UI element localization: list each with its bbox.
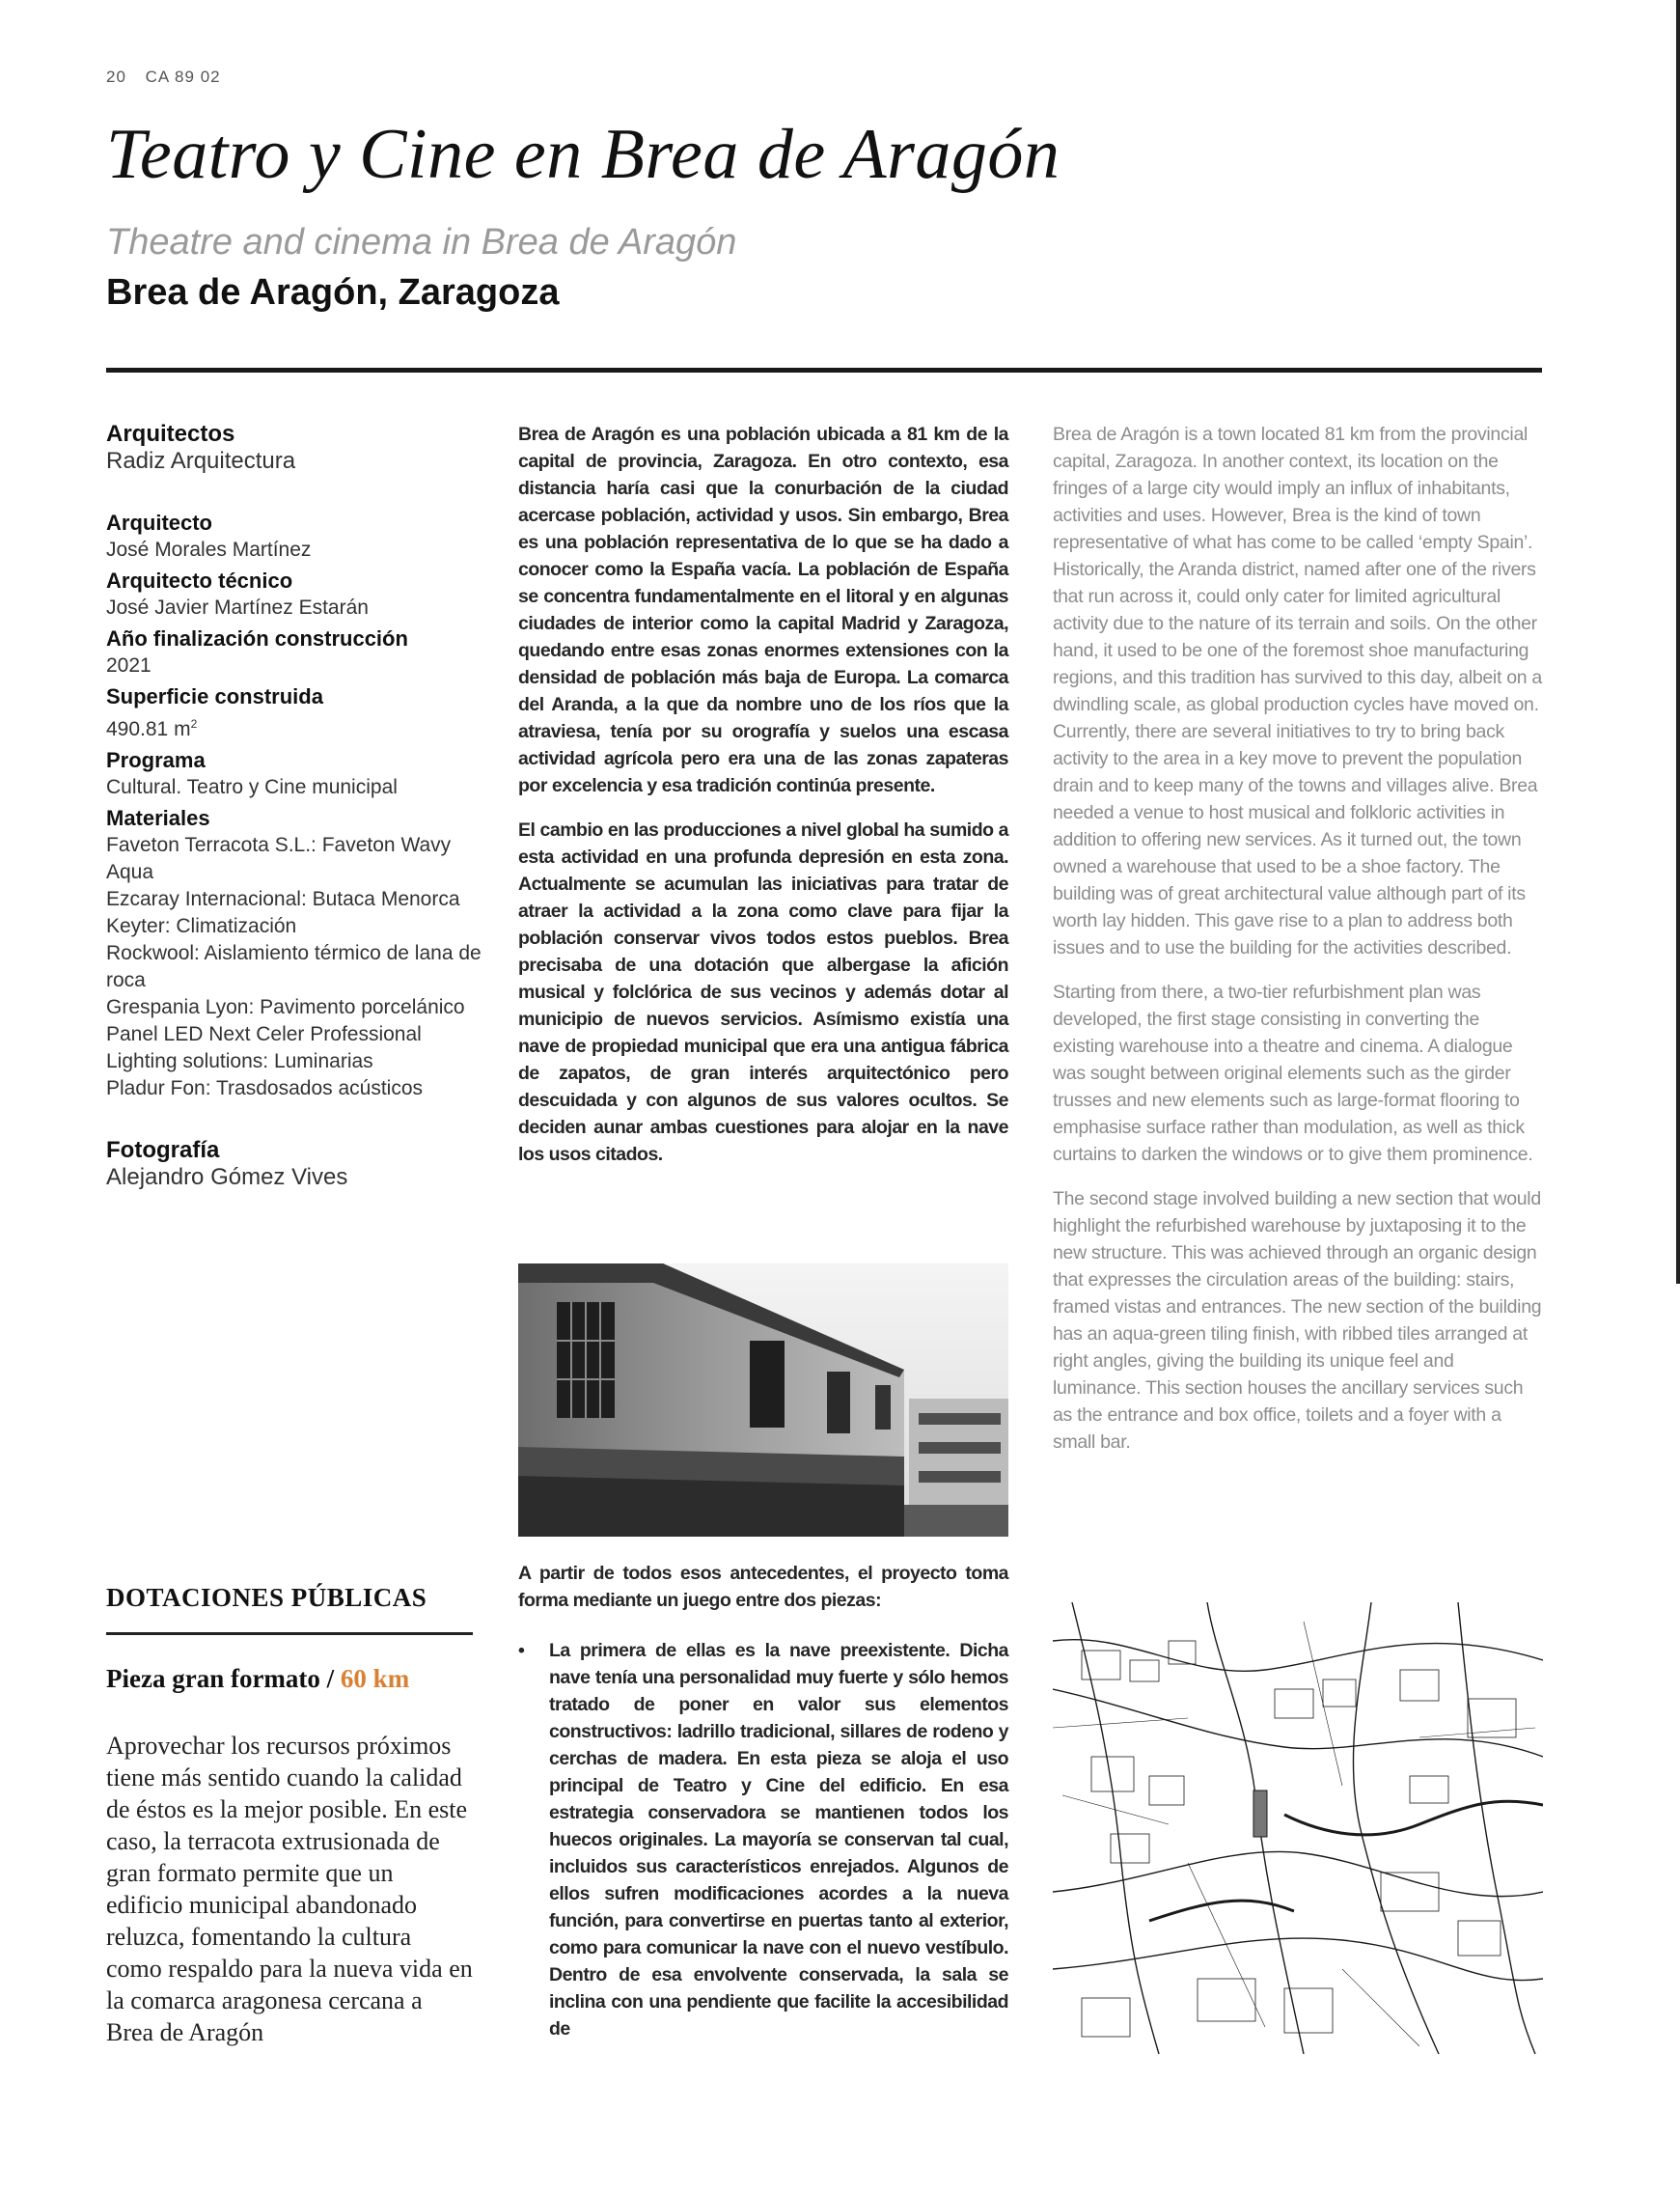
section-heading: DOTACIONES PÚBLICAS	[106, 1583, 427, 1612]
credit-label-tecnico: Arquitecto técnico	[106, 569, 293, 593]
spanish-paragraph: A partir de todos esos antecedentes, el proyecto toma forma mediante un juego entre dos piezas:	[518, 1563, 1008, 1611]
building-photo	[518, 1263, 1008, 1537]
article-title: Teatro y Cine en Brea de Aragón	[106, 115, 1060, 194]
site-plan-map	[1053, 1602, 1543, 2054]
credit-label-programa: Programa	[106, 748, 206, 772]
pieza-label: Pieza gran formato /	[106, 1664, 335, 1693]
superficie-sup: 2	[190, 717, 198, 731]
material-item: Grespania Lyon: Pavimento porcelánico	[106, 996, 465, 1018]
spanish-paragraph: El cambio en las producciones a nivel global ha sumido a esta actividad en una profunda depresión en esta zona. Actualmente se acumulan las iniciativas para tratar de atraer la actividad a la zona como clave para fijar la población conservar vivos todos estos pueblos. Brea precisaba de una dotación que albergase la afición musical y folclórica de sus vecinos y además dotar al municipio de nuevos servicios. Asímismo existía una nave de propiedad municipal que era una antigua fábrica de zapatos, de gran interés arquitectónico pero descuidada y con algunos de sus valores ocultos. Se deciden aunar ambas cuestiones para alojar en la nave los usos citados.	[518, 819, 1008, 1165]
material-item: Lighting solutions: Luminarias	[106, 1050, 373, 1072]
material-item: Ezcaray Internacional: Butaca Menorca	[106, 888, 460, 910]
section-divider	[106, 1632, 473, 1635]
english-paragraph: Starting from there, a two-tier refurbishment plan was developed, the first stage consisting in converting the existing warehouse into a theatre and cinema. A dialogue was sought between original elements such as the girder trusses and new elements such as large-format flooring to emphasise surface rather than modulation, as well as thick curtains to darken the windows or to give them prominence.	[1053, 982, 1533, 1165]
credit-label-fotografia: Fotografía	[106, 1137, 220, 1163]
issue-code: CA 89 02	[145, 68, 221, 86]
credit-value-arquitectos: Radiz Arquitectura	[106, 448, 296, 474]
page-number: 20	[106, 68, 126, 86]
credit-label-arquitectos: Arquitectos	[106, 421, 235, 447]
pieza-heading	[106, 1664, 409, 1694]
article-location: Brea de Aragón, Zaragoza	[106, 272, 560, 313]
article-subtitle: Theatre and cinema in Brea de Aragón	[106, 222, 737, 263]
material-item: Rockwool: Aislamiento térmico de lana de roca	[106, 942, 482, 991]
spanish-text-column-lower	[518, 1560, 1008, 2066]
spanish-paragraph: Brea de Aragón es una población ubicada a 81 km de la capital de provincia, Zaragoza. En otro contexto, esa distancia haría casi que la conurbación de la ciudad acercase población, actividad y usos. Sin embargo, Brea es una población representativa de lo que se ha dado a conocer como la España vacía. La población de España se concentra fundamentalmente en el litoral y en algunas ciudades de interior como la capital Madrid y Zaragoza, quedando entre esas zonas enormes extensiones con la densidad de población más baja de Europa. La comarca del Aranda, a la que da nombre uno de los ríos que la atraviesa, tenía por su orografía y suelos una escasa actividad agrícola pero era una de las zonas zapateras por excelencia y esa tradición continúa presente.	[518, 424, 1008, 796]
page-edge-bar	[1676, 0, 1680, 1284]
credit-value-superficie	[106, 710, 482, 743]
spanish-text-column	[518, 421, 1008, 1185]
material-item: Keyter: Climatización	[106, 915, 297, 937]
credit-value-fotografia: Alejandro Gómez Vives	[106, 1164, 348, 1190]
credit-value-arquitecto: José Morales Martínez	[106, 539, 312, 561]
credit-label-anio: Año finalización construcción	[106, 626, 408, 651]
credit-value-tecnico: José Javier Martínez Estarán	[106, 597, 369, 619]
material-item: Faveton Terracota S.L.: Faveton Wavy Aqua	[106, 834, 452, 883]
credit-label-superficie: Superficie construida	[106, 684, 323, 708]
english-text-column	[1053, 421, 1543, 1473]
page-header	[106, 68, 234, 87]
credit-value-anio: 2021	[106, 654, 151, 677]
english-paragraph: Brea de Aragón is a town located 81 km from the provincial capital, Zaragoza. In another context, its location on the fringes of a large city would imply an influx of inhabitants, activities and uses. However, Brea is the kind of town representative of what has come to be called ‘empty Spain’. Historically, the Aranda district, named after one of the rivers that run across it, could only cater for limited agricultural activity due to the nature of its terrain and soils. On the other hand, it used to be one of the foremost shoe manufacturing regions, and this tradition has survived to this day, albeit on a dwindling scale, as global production cycles have moved on. Currently, there are several initiatives to try to bring back activity to the area in a key move to prevent the population drain and to keep many of the towns and villages alive. Brea needed a venue to host musical and folkloric activities in addition to offering new services. As it turned out, the town owned a warehouse that used to be a shoe factory. The building was of great architectural value although part of its worth lay hidden. This gave rise to a plan to address both issues and to use the building for the activities described.	[1053, 424, 1542, 958]
credit-value-programa: Cultural. Teatro y Cine municipal	[106, 776, 398, 798]
title-divider	[106, 368, 1542, 373]
material-item: Panel LED Next Celer Professional	[106, 1023, 422, 1045]
english-paragraph: The second stage involved building a new section that would highlight the refurbished warehouse by juxtaposing it to the new structure. This was achieved through an organic design that expresses the circulation areas of the building: stairs, framed vistas and entrances. The new section of the building has an aqua-green tiling finish, with ribbed tiles arranged at right angles, giving the building its unique feel and luminance. This section houses the ancillary services such as the entrance and box office, toilets and a foyer with a small bar.	[1053, 1188, 1542, 1453]
credits-column	[106, 421, 482, 1226]
pieza-description: Aprovechar los recursos próximos tiene más sentido cuando la calidad de éstos es la mejor posible. En este caso, la terracota extrusionada de gran formato permite que un edificio municipal abandonado reluzca, fomentando la cultura como respaldo para la nueva vida en la comarca aragonesa cercana a Brea de Aragón	[106, 1732, 473, 2046]
credit-label-materiales: Materiales	[106, 806, 210, 830]
material-item: Pladur Fon: Trasdosados acústicos	[106, 1077, 424, 1099]
superficie-number: 490.81 m	[106, 718, 191, 740]
pieza-distance: 60 km	[340, 1664, 410, 1693]
credit-label-arquitecto: Arquitecto	[106, 511, 212, 535]
spanish-bullet-item: • La primera de ellas es la nave preexistente. Dicha nave tenía una personalidad muy fuerte y sólo hemos tratado de poner en valor sus elementos constructivos: ladrillo tradicional, sillares de rodeno y cerchas de madera. En esta pieza se aloja el uso principal de Teatro y Cine del edificio. En esa estrategia conservadora se mantienen todos los huecos originales. La mayoría se conservan tal cual, incluidos sus característicos enrejados. Algunos de ellos sufren modificaciones acordes a la nueva función, para convertirse en puertas tanto al exterior, como para comunicar la nave con el nuevo vestíbulo. Dentro de esa envolvente conservada, la sala se inclina con una pendiente que facilite la accesibilidad de	[518, 1637, 1008, 2042]
